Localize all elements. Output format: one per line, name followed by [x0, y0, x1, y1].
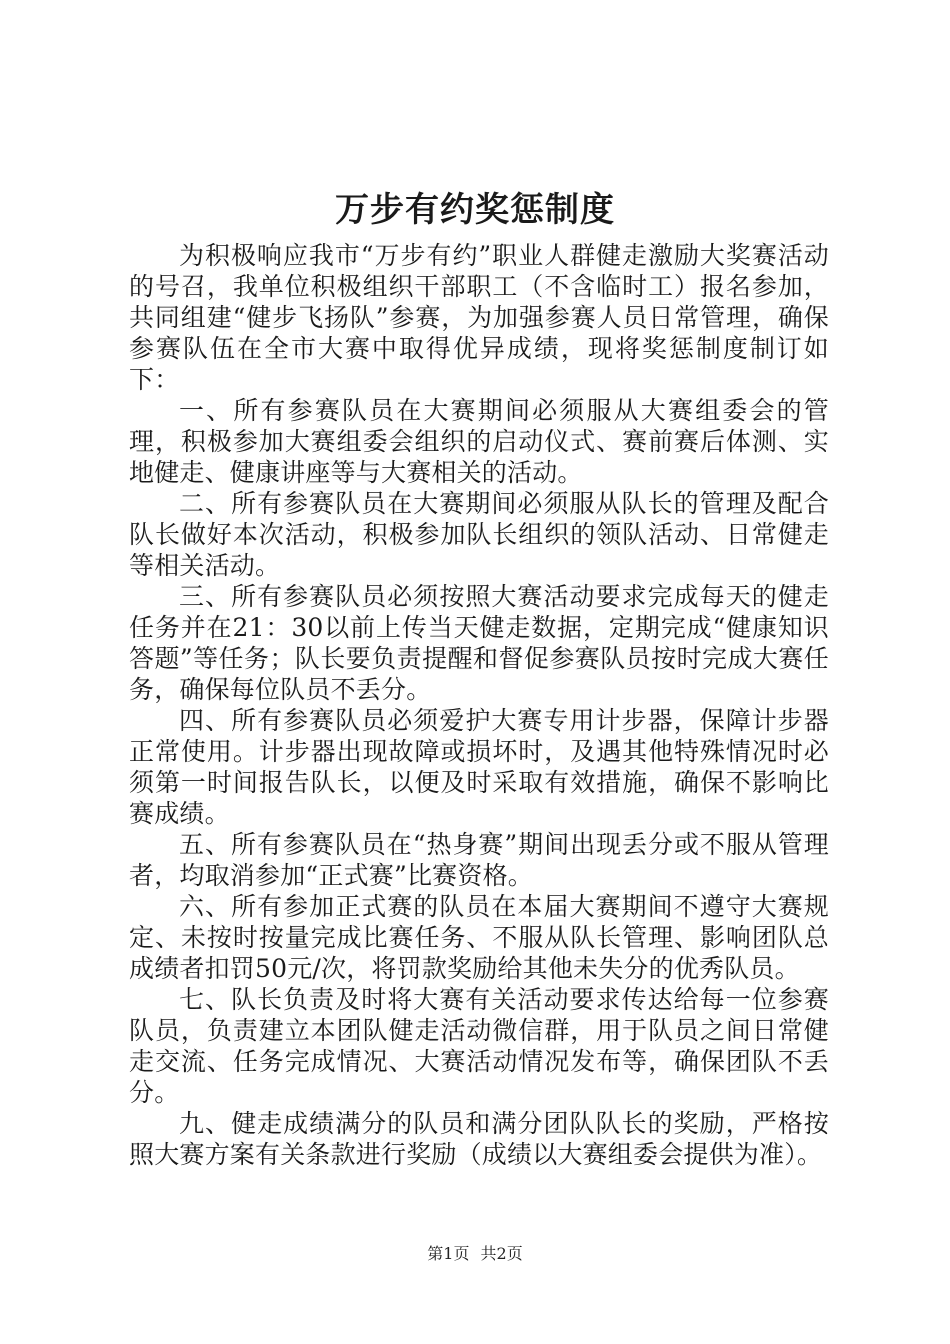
intro-paragraph: 为积极响应我市“万步有约”职业人群健走激励大奖赛活动的号召，我单位积极组织干部职工（不含临时工）报名参加，共同组建“健步飞扬队”参赛，为加强参赛人员日常管理，确保参赛队伍在全市大赛中取得优异成绩，现将奖惩制度制订如下：	[129, 241, 829, 394]
page-total: 共2页	[480, 1244, 523, 1263]
rule-paragraph-7: 七、队长负责及时将大赛有关活动要求传达给每一位参赛队员，负责建立本团队健走活动微信群，用于队员之间日常健走交流、任务完成情况、大赛活动情况发布等，确保团队不丢分。	[129, 985, 829, 1107]
rule-paragraph-6: 六、所有参加正式赛的队员在本届大赛期间不遵守大赛规定、未按时按量完成比赛任务、不服从队长管理、影响团队总成绩者扣罚50元/次，将罚款奖励给其他未失分的优秀队员。	[129, 892, 829, 983]
page-footer	[0, 1241, 950, 1264]
rule-paragraph-3: 三、所有参赛队员必须按照大赛活动要求完成每天的健走任务并在21：30以前上传当天健走数据，定期完成“健康知识答题”等任务；队长要负责提醒和督促参赛队员按时完成大赛任务，确保每位队员不丢分。	[129, 582, 829, 704]
document-body	[129, 240, 829, 1170]
document-title: 万步有约奖惩制度	[335, 190, 615, 230]
rule-paragraph-4: 四、所有参赛队员必须爱护大赛专用计步器，保障计步器正常使用。计步器出现故障或损坏时，及遇其他特殊情况时必须第一时间报告队长，以便及时采取有效措施，确保不影响比赛成绩。	[129, 706, 829, 828]
rule-paragraph-2: 二、所有参赛队员在大赛期间必须服从队长的管理及配合队长做好本次活动，积极参加队长组织的领队活动、日常健走等相关活动。	[129, 489, 829, 580]
rule-paragraph-9: 九、健走成绩满分的队员和满分团队队长的奖励，严格按照大赛方案有关条款进行奖励（成绩以大赛组委会提供为准）。	[129, 1109, 829, 1169]
page-number: 第1页	[427, 1244, 470, 1263]
rule-paragraph-1: 一、所有参赛队员在大赛期间必须服从大赛组委会的管理，积极参加大赛组委会组织的启动仪式、赛前赛后体测、实地健走、健康讲座等与大赛相关的活动。	[129, 396, 829, 487]
rule-paragraph-5: 五、所有参赛队员在“热身赛”期间出现丢分或不服从管理者，均取消参加“正式赛”比赛资格。	[129, 830, 829, 890]
